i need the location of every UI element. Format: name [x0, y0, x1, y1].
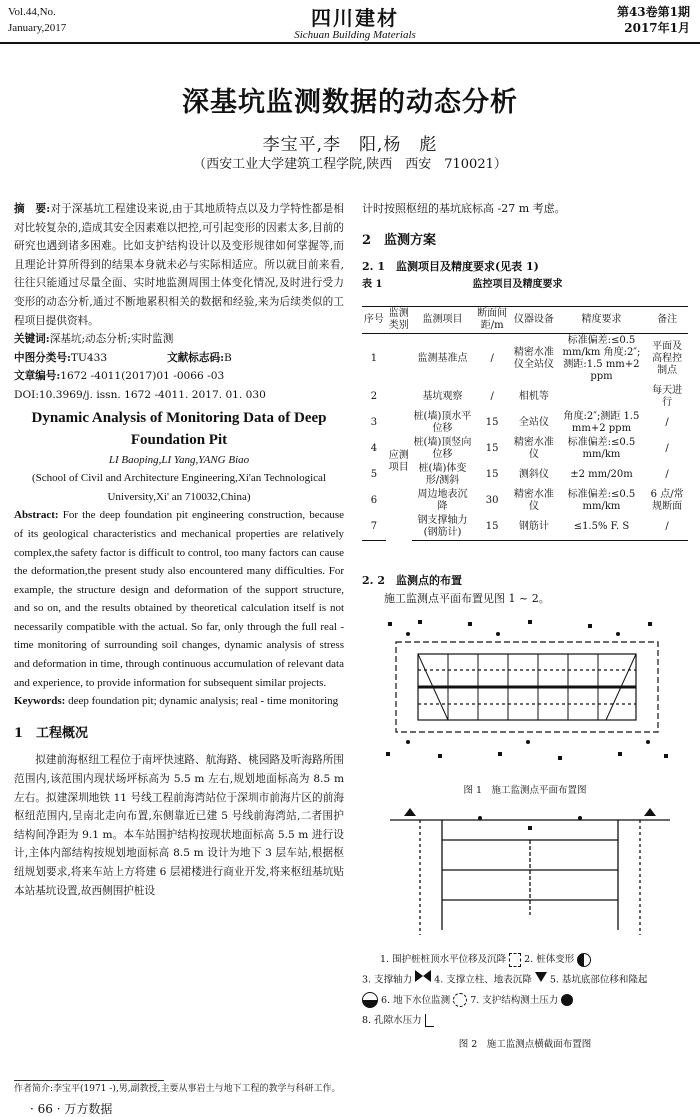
volume-en: Vol.44,No.	[8, 6, 56, 18]
abstract-cn	[14, 200, 344, 330]
en-affiliation: (School of Civil and Architecture Engineering,Xi'an Technological University,Xi' an 710032,China)	[32, 472, 326, 503]
volume-cn: 第43卷第1期	[616, 5, 690, 19]
section-2-2-heading: 2. 2 监测点的布置	[362, 574, 462, 587]
journal-header-left	[8, 4, 66, 36]
table-row: 3 桩(墙)顶水平位移 15 全站仪 角度:2″;测距 1.5 mm+2 ppm /	[370, 411, 669, 434]
col-header: 监测项目	[412, 307, 474, 334]
filled-circle-icon	[561, 994, 573, 1006]
figure-2-section	[380, 800, 680, 948]
right-column	[362, 200, 688, 294]
section-1-text: 拟建前海枢纽工程位于南坪快速路、航海路、桃园路及听海路所围范围内,该范围内现状场坪标高为 5.5 m 左右,规划地面标高为 8.5 m 左右。拟建深圳地铁 11 号线工程前海湾站位于深圳市前海片区的前海枢纽范围内,呈南北走向布置,东侧靠近已建 5 号线前海湾站,二者围护结构间净距为 9.1 m。本车站围护结构按现状地面标高 5.5 m 进行设计,主体内部结构按规划地面标高 8.5 m 设计为地下 3 层车站,根据枢纽规划要求,将来车站上方将建 6 层裙楼进行商业开发,将来枢纽基坑贴本站基坑设置,故西侧围护桩设	[14, 754, 344, 897]
col-header: 仪器设备	[511, 307, 557, 334]
footnote: 作者简介:李宝平(1971 -),男,副教授,主要从事岩土与地下工程的教学与科研工作。	[14, 1084, 341, 1094]
right-top-text: 计时按照枢纽的基坑底标高 -27 m 考虑。	[362, 202, 566, 215]
point-marker-icon	[509, 953, 521, 967]
monitoring-table	[362, 306, 688, 541]
journal-header-center	[240, 2, 470, 41]
keywords-cn: 关键词:深基坑;动态分析;实时监测	[14, 333, 174, 346]
page-number: · 66 · 万方数据	[30, 1102, 113, 1116]
section-2-2-text: 施工监测点平面布置见图 1 ~ 2。	[384, 592, 550, 605]
doi: DOI:10.3969/j. issn. 1672 -4011. 2017. 01. 030	[14, 388, 266, 401]
table-row: 4 桩(墙)顶竖向位移 15 精密水准仪 标准偏差:≤0.5 mm/km /	[370, 437, 669, 460]
article-number: 文章编号:1672 -4011(2017)01 -0066 -03	[14, 370, 225, 383]
figure-1-caption: 图 1 施工监测点平面布置图	[463, 785, 587, 796]
section-2-1-heading: 2. 1 监测项目及精度要求(见表 1)	[362, 260, 539, 273]
bowtie-icon	[415, 970, 431, 990]
watermark: 万方数据	[64, 1102, 113, 1116]
col-header: 监测类别	[386, 307, 412, 334]
dashed-circle-icon	[453, 993, 467, 1007]
table-row: 7 钢支撑轴力(钢筋计) 15 钢筋计 ≤1.5% F. S /	[362, 514, 688, 541]
triangle-icon	[535, 970, 547, 990]
section-2-2	[362, 572, 688, 608]
classification: 中图分类号:TU433 文献标志码:B	[14, 351, 232, 364]
legend-row: 3. 支撑轴力 4. 支撑立柱、地表沉降 5. 基坑底部位移和隆起	[362, 970, 688, 991]
table-row: 6 周边地表沉降 30 精密水准仪 标准偏差:≤0.5 mm/km 6 点/常规断面	[370, 489, 684, 512]
date-cn: 2017年1月	[624, 21, 690, 35]
figure-2-legend	[362, 950, 688, 1031]
affiliation: （西安工业大学建筑工程学院,陕西 西安 710021）	[193, 157, 507, 172]
footnote-rule	[14, 1080, 164, 1081]
col-header: 序号	[362, 307, 386, 334]
header-rule	[0, 42, 700, 44]
journal-name-en: Sichuan Building Materials	[294, 29, 416, 41]
table-caption: 表 1 监控项目及精度要求	[362, 279, 563, 290]
section-2-heading: 2 监测方案	[362, 233, 437, 248]
journal-header-right	[617, 4, 690, 36]
col-header: 精度要求	[557, 307, 647, 334]
abstract-en: Abstract: For the deep foundation pit engineering construction, because of its geological characteristics and mechanical properties are relatively complex,the safety factor is difficult to control, too many factors can cause the deformation,the present study also encountered many difficulties. For example, the structure design and deformation of the support structure, and so on, and the results obtained by theoretical calculation itself is not necessarily compatible with the actual. So far, only through the full real - time monitoring of surrounding soil changes, dynamic analysis of stress and deformation in time, through continuous accumulation of relevant data and experience, to provide information for subsequent similar projects.	[14, 509, 345, 689]
category-cell: 应测项目	[388, 450, 409, 474]
table-row: 5 桩(墙)体变形/测斜 15 测斜仪 ±2 mm/20m /	[370, 463, 669, 486]
figure-2-caption: 图 2 施工监测点横截面布置图	[458, 1039, 592, 1050]
half-disc-icon	[362, 992, 378, 1008]
section-1-heading: 1 工程概况	[14, 725, 89, 741]
legend-row: 8. 孔隙水压力	[362, 1011, 688, 1031]
col-header: 断面间距/m	[473, 307, 511, 334]
keywords-en: Keywords: deep foundation pit; dynamic analysis; real - time monitoring	[14, 695, 339, 708]
col-header: 备注	[646, 307, 688, 334]
corner-icon	[425, 1014, 434, 1027]
table-row: 2 应测项目 基坑观察 / 相机等 每天进行	[362, 384, 688, 410]
legend-row: 1. 围护桩桩顶水平位移及沉降 2. 桩体变形	[362, 950, 688, 970]
figure-1-plan	[378, 612, 678, 772]
abstract-cn-text: 对于深基坑工程建设来说,由于其地质特点以及力学特性都是相对比较复杂的,造成其安全因素难以把控,可引起变形的因素太多,目前的研究也遇到诸多困难。比如支护结构设计以及变形规律如何掌握等,而且理论计算所得到的结果本身就未必与实际相适应。所以就目前来看,往往只能通过尽量全面、实时地监测周围土体变化情况,及时进行受力变形的动态分析,通过不断地累积相关的数据和经验,来为后续类似的工程项目提供资料。	[14, 203, 344, 327]
abstract-cn-label: 摘 要:	[14, 203, 51, 215]
journal-logo: 四川建材	[311, 8, 399, 30]
left-column	[14, 200, 344, 900]
table-row: 1 监测基准点 / 精密水准仪全站仪 标准偏差:≤0.5 mm/km 角度:2″;测距:1.5 mm+2 ppm 平面及高程控制点	[370, 335, 683, 382]
paper-title: 深基坑监测数据的动态分析	[182, 87, 518, 118]
legend-row: 6. 地下水位监测 7. 支护结构测土压力	[362, 991, 688, 1011]
en-title: Dynamic Analysis of Monitoring Data of Deep Foundation Pit	[31, 409, 327, 448]
en-authors: LI Baoping,LI Yang,YANG Biao	[108, 453, 250, 466]
half-circle-icon	[577, 953, 591, 967]
date-en: January,2017	[8, 22, 67, 34]
authors: 李宝平,李 阳,杨 彪	[262, 135, 438, 155]
